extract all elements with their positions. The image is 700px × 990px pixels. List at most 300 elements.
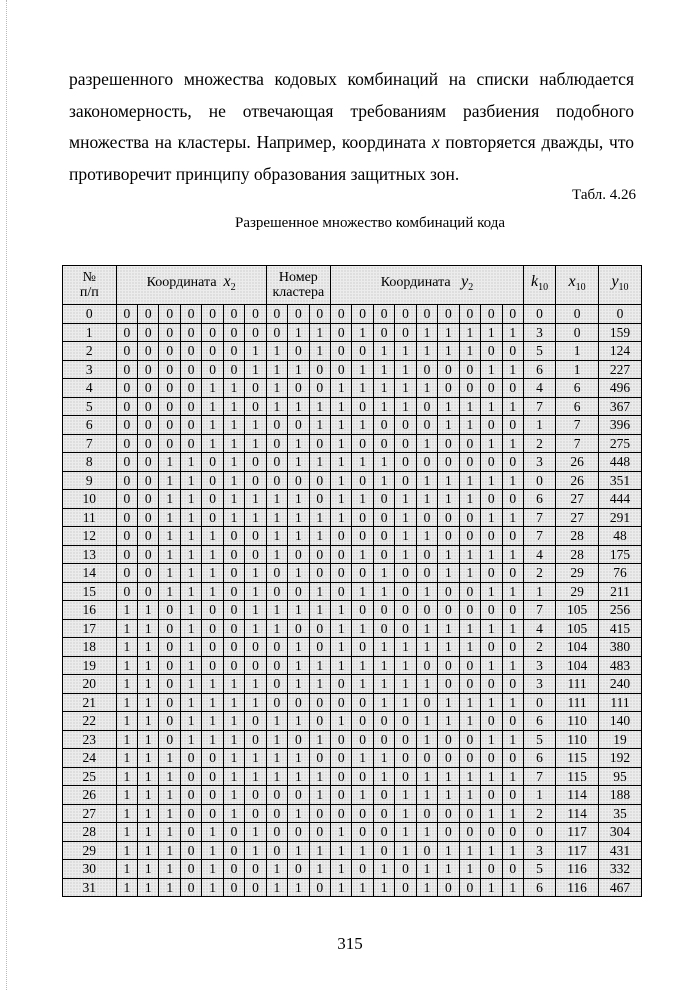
table-cell: 0 <box>309 878 330 897</box>
table-cell: 0 <box>309 545 330 564</box>
table-row <box>63 323 642 342</box>
table-cell: 1 <box>223 675 244 694</box>
table-cell: 0 <box>502 305 523 324</box>
table-cell: 0 <box>288 379 309 398</box>
table-cell: 4 <box>523 379 555 398</box>
table-cell: 0 <box>523 471 555 490</box>
table-cell: 431 <box>599 841 642 860</box>
table-cell: 1 <box>309 786 330 805</box>
table-cell: 1 <box>288 841 309 860</box>
table-cell: 1 <box>373 564 394 583</box>
table-cell: 0 <box>481 416 502 435</box>
table-cell: 1 <box>556 360 599 379</box>
paragraph-line-3-end: повторяется дважды, что <box>445 132 634 152</box>
table-cell: 0 <box>138 323 159 342</box>
table-cell: 1 <box>245 582 266 601</box>
table-cell: 0 <box>331 693 352 712</box>
table-cell: 1 <box>481 693 502 712</box>
table-cell: 0 <box>138 342 159 361</box>
table-cell: 351 <box>599 471 642 490</box>
table-cell: 2 <box>523 564 555 583</box>
table-cell: 1 <box>202 878 223 897</box>
table-row <box>63 360 642 379</box>
table-cell: 114 <box>556 804 599 823</box>
row-number-cell: 25 <box>63 767 117 786</box>
table-cell: 1 <box>202 397 223 416</box>
row-number-cell: 14 <box>63 564 117 583</box>
table-cell: 0 <box>438 749 459 768</box>
table-cell: 0 <box>416 416 437 435</box>
table-cell: 1 <box>180 490 201 509</box>
table-cell: 0 <box>331 804 352 823</box>
paragraph-line-3 <box>69 127 634 159</box>
table-cell: 1 <box>373 693 394 712</box>
table-cell: 1 <box>245 490 266 509</box>
table-cell: 1 <box>116 730 137 749</box>
table-cell: 1 <box>159 823 180 842</box>
table-cell: 0 <box>438 453 459 472</box>
table-cell: 1 <box>438 416 459 435</box>
table-cell: 1 <box>245 619 266 638</box>
table-cell: 115 <box>556 767 599 786</box>
table-cell: 1 <box>523 416 555 435</box>
table-cell: 0 <box>373 804 394 823</box>
table-cell: 0 <box>352 601 373 620</box>
table-cell: 1 <box>352 841 373 860</box>
table-cell: 0 <box>395 601 416 620</box>
table-cell: 0 <box>223 564 244 583</box>
table-cell: 1 <box>481 508 502 527</box>
paragraph-line-2: закономерность, не отвечающая требованиям разбиения подобного <box>69 100 634 121</box>
table-cell: 0 <box>138 453 159 472</box>
table-cell: 1 <box>288 527 309 546</box>
table-cell: 0 <box>373 416 394 435</box>
table-cell: 0 <box>352 564 373 583</box>
table-cell: 111 <box>556 693 599 712</box>
table-cell: 1 <box>438 860 459 879</box>
table-cell: 1 <box>245 564 266 583</box>
table-cell: 124 <box>599 342 642 361</box>
table-cell: 448 <box>599 453 642 472</box>
table-cell: 1 <box>331 416 352 435</box>
table-cell: 1 <box>180 693 201 712</box>
table-cell: 19 <box>599 730 642 749</box>
table-cell: 0 <box>373 601 394 620</box>
table-cell: 0 <box>138 305 159 324</box>
table-cell: 304 <box>599 823 642 842</box>
table-cell: 1 <box>331 619 352 638</box>
table-cell: 1 <box>438 490 459 509</box>
table-cell: 1 <box>481 878 502 897</box>
table-cell: 1 <box>180 601 201 620</box>
table-cell: 0 <box>159 712 180 731</box>
table-cell: 140 <box>599 712 642 731</box>
table-cell: 0 <box>416 564 437 583</box>
table-cell: 0 <box>309 564 330 583</box>
table-cell: 0 <box>438 878 459 897</box>
table-cell: 0 <box>159 397 180 416</box>
table-cell: 1 <box>159 471 180 490</box>
table-cell: 0 <box>373 508 394 527</box>
table-cell: 1 <box>459 564 480 583</box>
table-cell: 0 <box>116 471 137 490</box>
table-cell: 0 <box>416 656 437 675</box>
table-cell: 0 <box>266 675 287 694</box>
table-cell: 1 <box>116 656 137 675</box>
table-cell: 7 <box>523 601 555 620</box>
table-cell: 1 <box>373 656 394 675</box>
table-cell: 0 <box>116 342 137 361</box>
table-cell: 1 <box>116 693 137 712</box>
table-cell: 0 <box>373 786 394 805</box>
row-number-cell: 12 <box>63 527 117 546</box>
table-title: Разрешенное множество комбинаций кода <box>234 215 505 231</box>
table-cell: 0 <box>459 656 480 675</box>
table-cell: 1 <box>223 490 244 509</box>
table-cell: 0 <box>223 823 244 842</box>
table-cell: 1 <box>202 860 223 879</box>
table-cell: 1 <box>138 767 159 786</box>
table-cell: 0 <box>331 305 352 324</box>
page-edge <box>6 0 7 990</box>
table-cell: 0 <box>180 804 201 823</box>
table-cell: 1 <box>266 878 287 897</box>
table-cell: 1 <box>502 323 523 342</box>
table-cell: 380 <box>599 638 642 657</box>
table-cell: 1 <box>266 379 287 398</box>
table-cell: 0 <box>266 786 287 805</box>
table-cell: 104 <box>556 638 599 657</box>
table-cell: 1 <box>459 397 480 416</box>
table-cell: 0 <box>202 619 223 638</box>
table-cell: 1 <box>481 619 502 638</box>
table-cell: 1 <box>416 712 437 731</box>
table-cell: 0 <box>416 841 437 860</box>
table-cell: 0 <box>459 749 480 768</box>
table-header-row <box>63 266 642 305</box>
table-cell: 1 <box>416 582 437 601</box>
row-number-cell: 6 <box>63 416 117 435</box>
table-cell: 0 <box>266 804 287 823</box>
table-cell: 1 <box>245 434 266 453</box>
table-cell: 1 <box>416 619 437 638</box>
table-cell: 0 <box>245 545 266 564</box>
table-cell: 0 <box>373 490 394 509</box>
table-cell: 0 <box>223 342 244 361</box>
table-label: Табл. 4.26 <box>572 187 636 203</box>
table-cell: 275 <box>599 434 642 453</box>
table-cell: 0 <box>223 638 244 657</box>
table-cell: 0 <box>309 305 330 324</box>
table-cell: 0 <box>352 712 373 731</box>
table-cell: 1 <box>438 342 459 361</box>
table-cell: 0 <box>331 323 352 342</box>
table-cell: 110 <box>556 730 599 749</box>
table-cell: 1 <box>309 675 330 694</box>
table-cell: 0 <box>502 712 523 731</box>
table-cell: 1 <box>266 342 287 361</box>
table-cell: 0 <box>416 305 437 324</box>
table-cell: 0 <box>438 804 459 823</box>
table-cell: 1 <box>138 786 159 805</box>
table-cell: 0 <box>288 786 309 805</box>
table-cell: 6 <box>523 490 555 509</box>
row-number-cell: 13 <box>63 545 117 564</box>
table-cell: 4 <box>523 545 555 564</box>
table-cell: 0 <box>223 323 244 342</box>
table-row <box>63 619 642 638</box>
table-cell: 0 <box>502 342 523 361</box>
row-number-cell: 9 <box>63 471 117 490</box>
table-cell: 1 <box>288 675 309 694</box>
table-cell: 114 <box>556 786 599 805</box>
table-cell: 1 <box>438 841 459 860</box>
table-row <box>63 749 642 768</box>
table-cell: 0 <box>180 786 201 805</box>
table-cell: 1 <box>395 545 416 564</box>
table-cell: 0 <box>373 545 394 564</box>
table-cell: 0 <box>309 638 330 657</box>
table-cell: 0 <box>395 471 416 490</box>
table-cell: 188 <box>599 786 642 805</box>
table-cell: 0 <box>138 508 159 527</box>
table-cell: 0 <box>159 601 180 620</box>
table-cell: 0 <box>266 416 287 435</box>
table-cell: 1 <box>309 601 330 620</box>
table-cell: 0 <box>138 416 159 435</box>
row-number-cell: 18 <box>63 638 117 657</box>
table-cell: 175 <box>599 545 642 564</box>
table-cell: 0 <box>331 675 352 694</box>
table-cell: 1 <box>288 878 309 897</box>
table-cell: 1 <box>159 582 180 601</box>
table-row <box>63 379 642 398</box>
table-cell: 29 <box>556 582 599 601</box>
table-cell: 1 <box>459 693 480 712</box>
table-cell: 0 <box>159 638 180 657</box>
table-cell: 0 <box>352 693 373 712</box>
table-cell: 0 <box>459 360 480 379</box>
table-row <box>63 453 642 472</box>
table-cell: 1 <box>266 712 287 731</box>
table-cell: 1 <box>116 878 137 897</box>
table-cell: 1 <box>352 416 373 435</box>
table-cell: 1 <box>331 508 352 527</box>
table-cell: 0 <box>288 823 309 842</box>
table-cell: 1 <box>416 675 437 694</box>
table-cell: 0 <box>523 693 555 712</box>
table-cell: 1 <box>266 749 287 768</box>
table-row <box>63 490 642 509</box>
table-cell: 0 <box>223 656 244 675</box>
table-cell: 0 <box>331 730 352 749</box>
table-cell: 1 <box>159 786 180 805</box>
table-row <box>63 878 642 897</box>
table-cell: 1 <box>416 379 437 398</box>
table-cell: 1 <box>138 749 159 768</box>
table-cell: 0 <box>438 379 459 398</box>
table-cell: 3 <box>523 841 555 860</box>
table-cell: 0 <box>223 360 244 379</box>
table-cell: 256 <box>599 601 642 620</box>
table-cell: 1 <box>395 804 416 823</box>
table-cell: 1 <box>416 323 437 342</box>
table-row <box>63 712 642 731</box>
table-cell: 159 <box>599 323 642 342</box>
table-cell: 0 <box>159 323 180 342</box>
table-cell: 0 <box>266 638 287 657</box>
table-cell: 1 <box>395 638 416 657</box>
table-cell: 0 <box>373 305 394 324</box>
table-cell: 1 <box>202 841 223 860</box>
table-cell: 1 <box>202 712 223 731</box>
table-cell: 1 <box>481 434 502 453</box>
table-cell: 1 <box>331 712 352 731</box>
table-cell: 0 <box>223 601 244 620</box>
table-cell: 0 <box>309 619 330 638</box>
table-cell: 1 <box>223 379 244 398</box>
table-cell: 0 <box>416 749 437 768</box>
table-cell: 0 <box>373 323 394 342</box>
table-row <box>63 860 642 879</box>
table-cell: 227 <box>599 360 642 379</box>
table-cell: 0 <box>116 360 137 379</box>
table-cell: 1 <box>459 471 480 490</box>
table-cell: 1 <box>159 564 180 583</box>
table-cell: 1 <box>116 638 137 657</box>
table-cell: 1 <box>159 804 180 823</box>
table-cell: 1 <box>288 601 309 620</box>
table-cell: 192 <box>599 749 642 768</box>
table-cell: 1 <box>202 527 223 546</box>
table-cell: 1 <box>223 693 244 712</box>
table-cell: 1 <box>352 545 373 564</box>
table-cell: 1 <box>502 360 523 379</box>
table-cell: 0 <box>352 767 373 786</box>
table-cell: 0 <box>245 804 266 823</box>
table-cell: 0 <box>481 490 502 509</box>
table-cell: 0 <box>395 564 416 583</box>
row-number-cell: 0 <box>63 305 117 324</box>
table-cell: 0 <box>352 527 373 546</box>
table-cell: 0 <box>116 453 137 472</box>
table-cell: 1 <box>138 730 159 749</box>
table-cell: 1 <box>352 360 373 379</box>
table-cell: 0 <box>309 434 330 453</box>
table-cell: 2 <box>523 434 555 453</box>
table-cell: 0 <box>502 564 523 583</box>
table-cell: 1 <box>245 675 266 694</box>
table-cell: 0 <box>481 342 502 361</box>
table-cell: 1 <box>416 767 437 786</box>
table-cell: 0 <box>180 878 201 897</box>
table-cell: 0 <box>288 545 309 564</box>
table-cell: 0 <box>481 601 502 620</box>
table-cell: 28 <box>556 545 599 564</box>
table-cell: 104 <box>556 656 599 675</box>
combinations-table <box>62 265 642 897</box>
table-cell: 0 <box>416 693 437 712</box>
table-cell: 1 <box>309 527 330 546</box>
table-cell: 1 <box>159 527 180 546</box>
table-cell: 0 <box>481 527 502 546</box>
table-cell: 0 <box>438 656 459 675</box>
table-cell: 1 <box>502 693 523 712</box>
table-cell: 0 <box>138 582 159 601</box>
table-cell: 1 <box>481 360 502 379</box>
table-cell: 0 <box>438 305 459 324</box>
table-cell: 1 <box>352 786 373 805</box>
header-coordinate-y2: Координата $y_2$ <box>331 266 524 305</box>
table-cell: 0 <box>223 545 244 564</box>
table-cell: 1 <box>481 656 502 675</box>
table-cell: 0 <box>159 619 180 638</box>
table-cell: 1 <box>523 582 555 601</box>
table-cell: 0 <box>416 508 437 527</box>
table-cell: 1 <box>288 564 309 583</box>
table-cell: 7 <box>556 434 599 453</box>
table-cell: 0 <box>395 730 416 749</box>
table-cell: 0 <box>138 564 159 583</box>
table-cell: 1 <box>138 675 159 694</box>
table-cell: 0 <box>202 804 223 823</box>
row-number-cell: 17 <box>63 619 117 638</box>
table-cell: 0 <box>288 342 309 361</box>
table-cell: 1 <box>416 638 437 657</box>
table-cell: 0 <box>502 379 523 398</box>
table-cell: 1 <box>502 582 523 601</box>
table-cell: 1 <box>288 638 309 657</box>
table-cell: 483 <box>599 656 642 675</box>
table-cell: 0 <box>266 823 287 842</box>
table-cell: 0 <box>459 434 480 453</box>
table-cell: 1 <box>245 360 266 379</box>
table-cell: 0 <box>245 379 266 398</box>
table-cell: 0 <box>373 712 394 731</box>
row-number-cell: 2 <box>63 342 117 361</box>
table-cell: 0 <box>159 656 180 675</box>
table-cell: 1 <box>373 379 394 398</box>
table-cell: 0 <box>138 360 159 379</box>
header-k10: $k_{10}$ <box>523 266 555 305</box>
table-cell: 0 <box>116 527 137 546</box>
table-cell: 1 <box>309 860 330 879</box>
table-cell: 0 <box>180 305 201 324</box>
table-cell: 0 <box>599 305 642 324</box>
table-cell: 332 <box>599 860 642 879</box>
table-cell: 1 <box>395 379 416 398</box>
table-cell: 1 <box>373 471 394 490</box>
table-cell: 1 <box>459 545 480 564</box>
paragraph-line-3-start: множества на кластеры. Например, координата <box>69 132 427 152</box>
table-cell: 0 <box>116 545 137 564</box>
table-cell: 1 <box>373 453 394 472</box>
table-cell: 0 <box>502 786 523 805</box>
table-cell: 0 <box>459 527 480 546</box>
table-cell: 1 <box>202 416 223 435</box>
table-cell: 1 <box>331 471 352 490</box>
table-cell: 0 <box>395 749 416 768</box>
table-cell: 1 <box>395 397 416 416</box>
table-cell: 1 <box>395 786 416 805</box>
table-cell: 0 <box>481 305 502 324</box>
table-cell: 1 <box>180 527 201 546</box>
table-cell: 367 <box>599 397 642 416</box>
table-cell: 116 <box>556 878 599 897</box>
table-cell: 0 <box>459 305 480 324</box>
table-cell: 1 <box>459 619 480 638</box>
table-cell: 1 <box>459 342 480 361</box>
